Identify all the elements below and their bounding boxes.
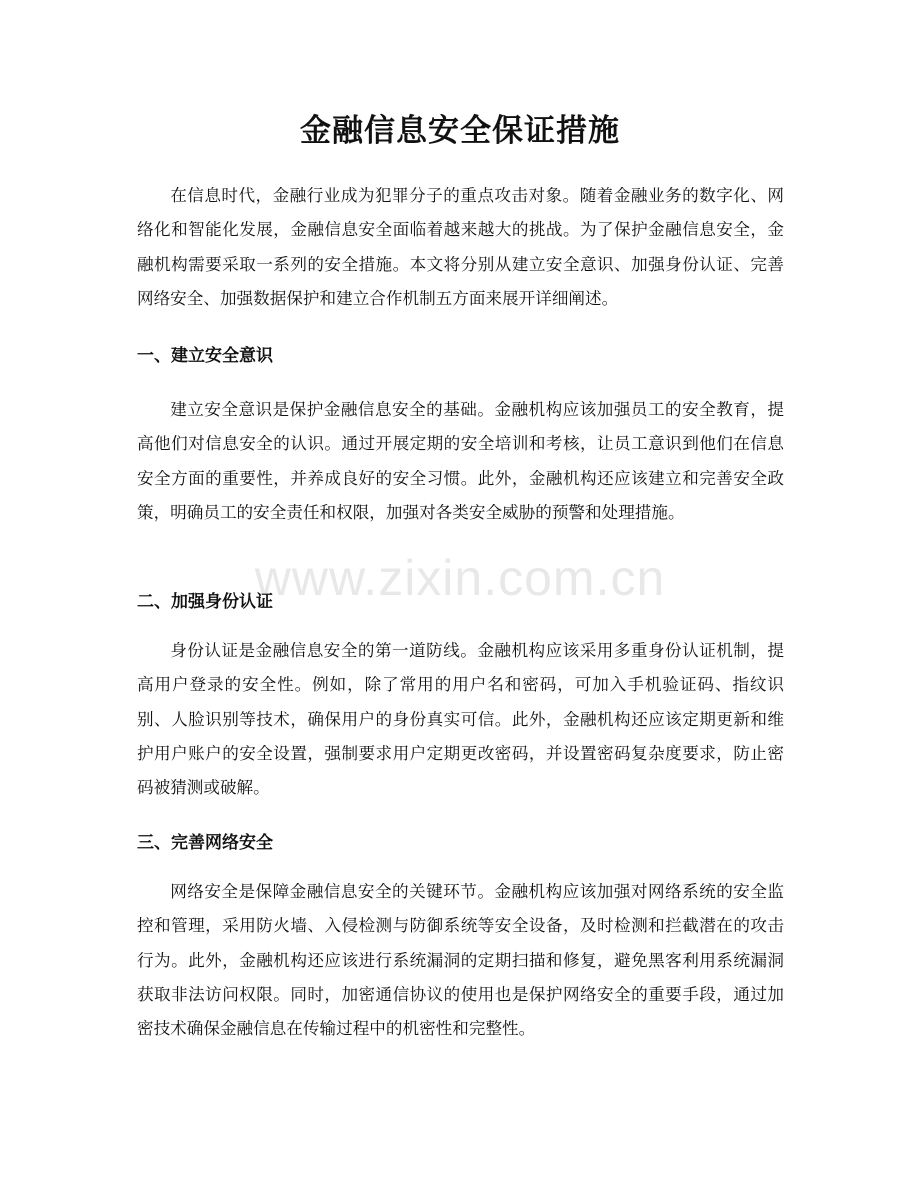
section-body-1: 建立安全意识是保护金融信息安全的基础。金融机构应该加强员工的安全教育，提高他们对信息安全的认识。通过开展定期的安全培训和考核，让员工意识到他们在信息安全方面的重要性，并养成良好的安全习惯。此外，金融机构还应该建立和完善安全政策，明确员工的安全责任和权限，加强对各类安全威胁的预警和处理措施。 xyxy=(137,400,784,522)
intro-paragraph: 在信息时代，金融行业成为犯罪分子的重点攻击对象。随着金融业务的数字化、网络化和智能化发展，金融信息安全面临着越来越大的挑战。为了保护金融信息安全，金融机构需要采取一系列的安全措施。本文将分别从建立安全意识、加强身份认证、完善网络安全、加强数据保护和建立合作机制五方面来展开详细阐述。 xyxy=(137,186,784,308)
section-heading-3: 三、完善网络安全 xyxy=(137,833,273,853)
section-body-3: 网络安全是保障金融信息安全的关键环节。金融机构应该加强对网络系统的安全监控和管理，采用防火墙、入侵检测与防御系统等安全设备，及时检测和拦截潜在的攻击行为。此外，金融机构还应该进行系统漏洞的定期扫描和修复，避免黑客利用系统漏洞获取非法访问权限。同时，加密通信协议的使用也是保护网络安全的重要手段，通过加密技术确保金融信息在传输过程中的机密性和完整性。 xyxy=(137,882,784,1039)
watermark-text: www.zixin.com.cn xyxy=(254,550,666,606)
section-heading-2: 二、加强身份认证 xyxy=(137,592,273,612)
document-title: 金融信息安全保证措施 xyxy=(300,113,620,149)
section-heading-1: 一、建立安全意识 xyxy=(137,346,273,366)
section-body-2: 身份认证是金融信息安全的第一道防线。金融机构应该采用多重身份认证机制，提高用户登录的安全性。例如，除了常用的用户名和密码，可加入手机验证码、指纹识别、人脸识别等技术，确保用户的身份真实可信。此外，金融机构还应该定期更新和维护用户账户的安全设置，强制要求用户定期更改密码，并设置密码复杂度要求，防止密码被猜测或破解。 xyxy=(137,641,784,798)
